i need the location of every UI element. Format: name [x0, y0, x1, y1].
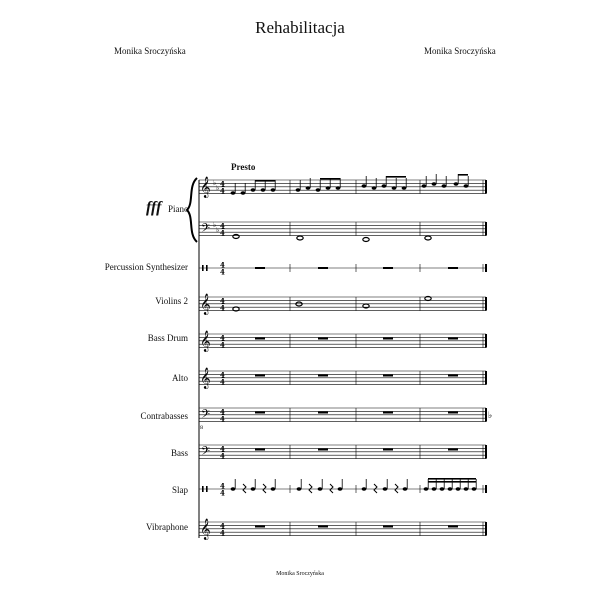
- note-head: [336, 186, 341, 189]
- slap-note: [424, 487, 429, 490]
- treble-clef-icon: 𝄞: [200, 331, 211, 352]
- time-signature-bottom: 4: [220, 528, 225, 538]
- instrument-label-slap: Slap: [171, 485, 188, 495]
- slap-note: [231, 487, 236, 490]
- quarter-rest: [263, 484, 266, 493]
- page-footer: Monika Sroczyńska: [276, 571, 324, 577]
- flat-icon: ♭: [213, 221, 217, 229]
- staff-vibraphone: [199, 522, 486, 536]
- instrument-label-alto: Alto: [171, 373, 188, 383]
- time-signature-bottom: 4: [220, 451, 225, 461]
- slap-note: [338, 487, 343, 490]
- whole-note: [425, 297, 431, 301]
- time-signature-top: 4: [220, 481, 225, 491]
- note-head: [261, 188, 266, 191]
- note-head: [316, 188, 321, 191]
- whole-note: [363, 238, 369, 242]
- instrument-label-violins-2: Violins 2: [155, 296, 188, 306]
- staff-violins: [199, 297, 486, 311]
- staff-bass: [199, 445, 486, 459]
- slap-note: [464, 487, 469, 490]
- slap-note: [362, 487, 367, 490]
- percussion-clef-icon: [202, 486, 204, 492]
- quarter-rest: [395, 484, 398, 493]
- note-beam: [458, 174, 468, 176]
- time-signature-bottom: 4: [220, 488, 225, 498]
- time-signature-bottom: 4: [220, 228, 225, 238]
- instrument-label-percussion-synthesizer: Percussion Synthesizer: [104, 262, 188, 272]
- note-head: [402, 186, 407, 189]
- clef-perc-synth: [202, 261, 225, 277]
- whole-rest: [383, 526, 393, 528]
- time-signature-top: 4: [220, 407, 225, 417]
- staff-perc-synth: [199, 264, 486, 272]
- flat-icon: ♭: [213, 179, 217, 187]
- flat-icon: ♭: [216, 226, 220, 234]
- whole-rest: [255, 449, 265, 451]
- slap-note: [383, 487, 388, 490]
- composer-left: Monika Sroczyńska: [114, 46, 186, 56]
- note-head: [306, 186, 311, 189]
- percussion-clef-icon: [206, 265, 208, 271]
- time-signature-bottom: 4: [220, 340, 225, 350]
- instrument-label-contrabasses: Contrabasses: [140, 411, 188, 421]
- note-head: [296, 188, 301, 191]
- note-head: [362, 184, 367, 187]
- whole-rest: [255, 338, 265, 340]
- whole-rest: [318, 449, 328, 451]
- composer-right: Monika Sroczyńska: [424, 46, 496, 56]
- whole-rest: [448, 412, 458, 414]
- whole-rest: [383, 412, 393, 414]
- whole-rest: [255, 375, 265, 377]
- note-beam: [320, 178, 340, 180]
- tempo-marking: Presto: [231, 162, 256, 172]
- bass-clef-icon: 𝄢: [201, 222, 211, 238]
- whole-rest: [318, 526, 328, 528]
- time-signature-top: 4: [220, 333, 225, 343]
- instrument-label-bass: Bass: [170, 448, 188, 458]
- whole-rest: [255, 526, 265, 528]
- bass-clef-icon: 𝄢: [201, 408, 211, 424]
- time-signature-bottom: 4: [220, 186, 225, 196]
- time-signature-top: 4: [220, 521, 225, 531]
- flat-icon: ♭: [488, 411, 493, 421]
- whole-rest: [448, 267, 458, 269]
- staff-piano-bass: [199, 222, 486, 236]
- treble-clef-icon: 𝄞: [200, 294, 211, 315]
- whole-rest: [318, 412, 328, 414]
- note-beam: [255, 180, 275, 182]
- whole-rest: [448, 338, 458, 340]
- whole-rest: [318, 338, 328, 340]
- time-signature-top: 4: [220, 221, 225, 231]
- staff-bassdrum: [199, 334, 486, 348]
- time-signature-bottom: 4: [220, 414, 225, 424]
- time-signature-top: 4: [220, 444, 225, 454]
- octave-marker: 8: [200, 425, 204, 431]
- bass-clef-icon: 𝄢: [201, 445, 211, 461]
- whole-rest: [255, 412, 265, 414]
- instrument-label-vibraphone: Vibraphone: [146, 522, 188, 532]
- whole-rest: [448, 526, 458, 528]
- treble-clef-icon: 𝄞: [200, 368, 211, 389]
- slap-note: [440, 487, 445, 490]
- note-head: [464, 184, 469, 187]
- slap-note: [432, 487, 437, 490]
- quarter-rest: [243, 484, 246, 493]
- slap-note: [456, 487, 461, 490]
- whole-rest: [383, 267, 393, 269]
- time-signature-top: 4: [220, 260, 225, 270]
- flat-icon: ♭: [216, 184, 220, 192]
- note-head: [382, 184, 387, 187]
- time-signature-bottom: 4: [220, 267, 225, 277]
- note-head: [241, 191, 246, 194]
- whole-rest: [383, 338, 393, 340]
- dynamic-marking: fff: [146, 199, 162, 216]
- percussion-clef-icon: [202, 265, 204, 271]
- time-signature-bottom: 4: [220, 377, 225, 387]
- note-head: [372, 186, 377, 189]
- slap-note: [271, 487, 276, 490]
- score-title: Rehabilitacja: [255, 18, 345, 37]
- note-beam: [428, 478, 476, 480]
- note-head: [432, 182, 437, 185]
- quarter-rest: [374, 484, 377, 493]
- note-head: [271, 188, 276, 191]
- whole-rest: [255, 267, 265, 269]
- note-head: [326, 186, 331, 189]
- whole-note: [363, 304, 369, 308]
- treble-clef-icon: 𝄞: [200, 177, 211, 198]
- whole-note: [233, 307, 239, 311]
- time-signature-top: 4: [220, 179, 225, 189]
- whole-rest: [318, 375, 328, 377]
- staff-contrabass: [199, 408, 486, 422]
- quarter-rest: [309, 484, 312, 493]
- whole-note: [233, 235, 239, 239]
- percussion-clef-icon: [206, 486, 208, 492]
- note-head: [422, 184, 427, 187]
- clef-slap: [202, 482, 225, 498]
- time-signature-top: 4: [220, 370, 225, 380]
- whole-rest: [448, 449, 458, 451]
- note-beam: [386, 176, 406, 178]
- staff-alto: [199, 371, 486, 385]
- slap-note: [251, 487, 256, 490]
- slap-note: [472, 487, 477, 490]
- piano-brace: [187, 178, 197, 242]
- whole-rest: [383, 375, 393, 377]
- quarter-rest: [330, 484, 333, 493]
- whole-rest: [318, 267, 328, 269]
- clef-piano-treble: [200, 177, 225, 198]
- note-head: [392, 186, 397, 189]
- slap-note: [448, 487, 453, 490]
- whole-note: [425, 236, 431, 240]
- time-signature-top: 4: [220, 296, 225, 306]
- note-head: [454, 182, 459, 185]
- note-head: [251, 188, 256, 191]
- note-head: [231, 191, 236, 194]
- treble-clef-icon: 𝄞: [200, 519, 211, 540]
- note-head: [442, 184, 447, 187]
- slap-note: [403, 487, 408, 490]
- whole-rest: [448, 375, 458, 377]
- whole-rest: [383, 449, 393, 451]
- note-beam: [428, 481, 476, 483]
- time-signature-bottom: 4: [220, 303, 225, 313]
- whole-note: [297, 236, 303, 240]
- slap-note: [318, 487, 323, 490]
- instrument-label-bass-drum: Bass Drum: [147, 333, 188, 343]
- instrument-label-piano: Piano: [168, 204, 189, 214]
- slap-note: [297, 487, 302, 490]
